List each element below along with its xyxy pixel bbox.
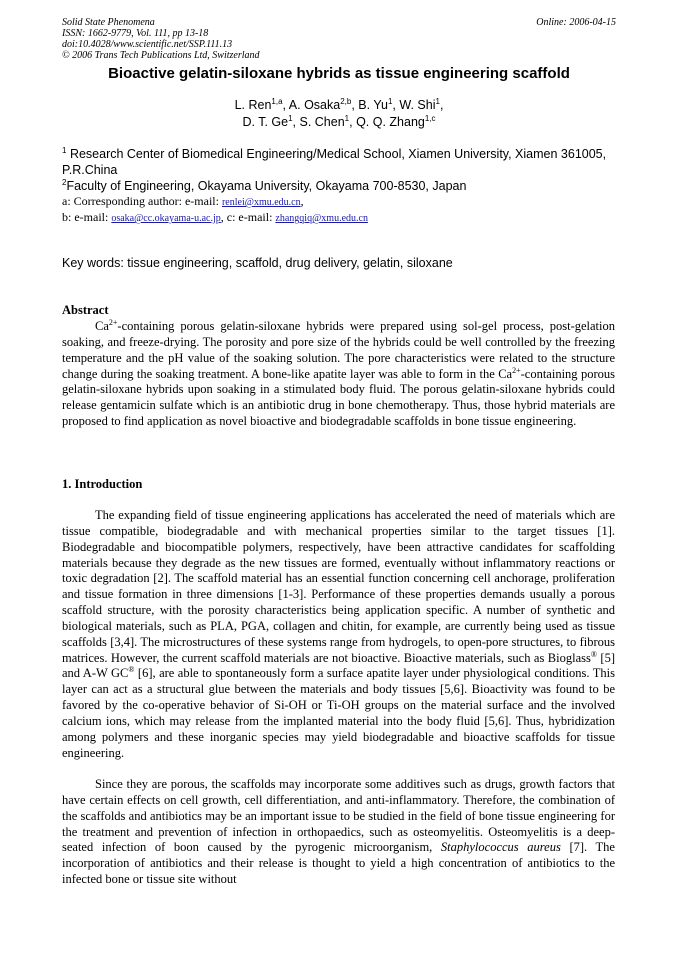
journal-doi: doi:10.4028/www.scientific.net/SSP.111.13	[62, 39, 233, 50]
introduction-heading: 1. Introduction	[62, 477, 143, 491]
abstract-heading: Abstract	[62, 303, 109, 317]
author-name: Q. Q. Zhang	[356, 115, 425, 129]
email-label-b: b: e-mail:	[62, 210, 112, 224]
author-name: S. Chen	[299, 115, 345, 129]
email-label-c: , c: e-mail:	[220, 210, 276, 224]
abstract-ca: Ca	[95, 319, 109, 333]
intro-p1-text-a: The expanding field of tissue engineering applications has accelerated the need of materials which are tissue compatible, biodegradable and with mechanical properties similar to the target tissues [1]. Biodegradable and biocompatible polymers, respectively, have been attractive candidates for scaffolding materials because they degrade as the new tissues are formed, eventually without inflammatory reactions or toxic degradation [2]. The scaffold material has an essential function concerning cell anchorage, proliferation and tissue formation in three dimensions [1-3]. Performance of these properties demands usually a porous scaffold structure, with the porosity characteristics being application specific. A number of synthetic and biological materials, such as PLA, PGA, collagen and chitin, for example, are currently being used as tissue scaffolds [3,4]. The microstructures of these systems range from hydrogels, to open-pore structures, to fibrous matrices. However, the current scaffold materials are not bioactive. Bioactive materials, such as Bioglass	[62, 508, 615, 665]
introduction-paragraph-1	[62, 508, 615, 762]
affiliation-mark: 1	[62, 145, 67, 155]
keywords: Key words: tissue engineering, scaffold, drug delivery, gelatin, siloxane	[62, 256, 453, 270]
journal-copyright: © 2006 Trans Tech Publications Ltd, Switzerland	[62, 50, 260, 61]
abstract-text-1: -containing porous gelatin-siloxane hybrids were prepared using sol-gel process, post-gelation soaking, and freeze-drying. The porosity and pore size of the hybrids could be well controlled by the freezing temperature and the pH value of the soaking solution. The pore characteristics were related to the structure change during the soaking treatment. A bone-like apatite layer was able to form in the	[62, 319, 615, 381]
introduction-paragraph-2	[62, 777, 615, 888]
abstract-ca-sup-2: 2+	[512, 365, 521, 375]
author-name: D. T. Ge	[242, 115, 289, 129]
journal-name: Solid State Phenomena	[62, 17, 155, 28]
author-line-1: L. Ren$^{1,a}$, A. Osaka$^{2,b}$, B. Yu$^1$, W. Shi$^1$,	[234, 96, 444, 112]
author-sup: 1	[288, 113, 293, 123]
journal-issn: ISSN: 1662-9779, Vol. 111, pp 13-18	[62, 28, 209, 39]
author-sup: 1,c	[424, 113, 436, 123]
paper-title: Bioactive gelatin-siloxane hybrids as tissue engineering scaffold	[108, 65, 570, 82]
author-sup: 1	[344, 113, 350, 123]
author-name: L. Ren	[234, 98, 272, 112]
corresponding-author-line: a: Corresponding author: e-mail: renlei@xmu.edu.cn,	[62, 194, 304, 208]
abstract-ca-sup: 2+	[108, 317, 118, 327]
corresponding-label: a: Corresponding author: e-mail:	[62, 194, 222, 208]
intro-p1-text-b: [5] and A-W GC	[62, 650, 615, 681]
abstract-text-2: -containing porous gelatin-siloxane hybrids upon soaking in a stimulated body fluid. The porous gelatin-siloxane hybrids could release gentamicin sulfate which is an antibiotic drug in bone chemotherapy. Thus, those hybrid materials are proposed to find application as novel bioactive and biodegradable scaffolds in bone tissue engineering.	[62, 366, 615, 429]
email-link-b[interactable]: osaka@cc.okayama-u.ac.jp	[111, 213, 221, 224]
intro-p1-text-c: [6], are able to spontaneously form a surface apatite layer under physiological conditions. This layer can act as a structural glue between the materials and body tissues [5,6]. Bioactivity was found to be favored by the co-operative behavior of Si-OH or Ti-OH groups on the material surface and the involved calcium ions, which may release from the implanted material into the body fluid [5,6]. Thus, hybridization among polymers and these inorganic species may yield biodegradable and bioactive scaffolds for tissue engineering.	[62, 666, 615, 760]
affiliation-2	[62, 178, 622, 194]
affiliation-mark: 2	[62, 177, 67, 187]
affiliation-text: Faculty of Engineering, Okayama University, Okayama 700-8530, Japan	[66, 179, 467, 193]
abstract-body	[62, 319, 615, 430]
abstract-ca-2: Ca	[498, 366, 513, 381]
intro-p2-text-a: Since they are porous, the scaffolds may incorporate some additives such as drugs, growth factors that have certain effects on cell growth, cell differentiation, and anti-inflammatory. Therefore, the combination of the scaffolds and antibiotics may be an important issue to be studied in the field of bone tissue engineering for the treatment and prevention of infection in orthopaedics, such as osteomyelitis. Osteomyelitis is a deep-seated infection of boon caused by the pyrogenic microorganism,	[62, 777, 615, 855]
email-line-bc	[62, 210, 368, 225]
species-name: Staphylococcus aureus	[440, 840, 561, 855]
affiliation-text: Research Center of Biomedical Engineering/Medical School, Xiamen University, Xiamen 361005, P.R.China	[62, 147, 607, 177]
author-name: A. Osaka	[288, 98, 341, 112]
author-sup: 1	[387, 96, 393, 106]
online-date: Online: 2006-04-15	[536, 17, 616, 28]
registered-mark: ®	[128, 665, 135, 675]
registered-mark: ®	[590, 649, 597, 659]
author-line-2: D. T. Ge$^1$, S. Chen$^1$, Q. Q. Zhang$^{1,c}$	[242, 113, 436, 129]
author-sup: 2,b	[340, 96, 352, 106]
author-sup: 1	[435, 96, 440, 106]
author-sup: 1,a	[271, 96, 283, 106]
email-link-c[interactable]: zhangqiq@xmu.edu.cn	[275, 213, 368, 224]
author-name: B. Yu	[358, 98, 388, 112]
affiliation-1	[62, 146, 622, 178]
author-name: W. Shi	[399, 98, 436, 112]
email-link-a[interactable]: renlei@xmu.edu.cn	[221, 197, 301, 208]
intro-p2-text-b: [7]. The incorporation of antibiotics and their release is thought to yield a high concentration of antibiotics to the infected bone or tissue site without	[62, 840, 615, 887]
